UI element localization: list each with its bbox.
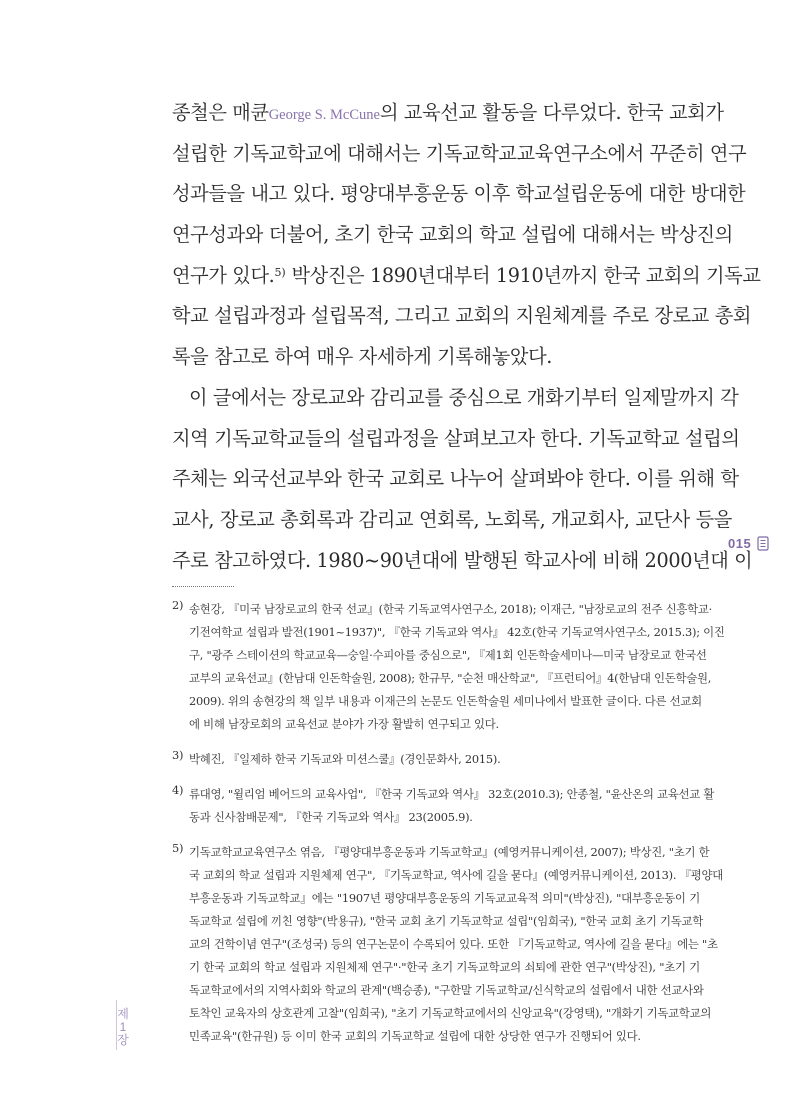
chapter-number: 1 bbox=[119, 1020, 127, 1034]
text-line: 설립한 기독교학교에 대해서는 기독교학교교육연구소에서 꾸준히 연구 bbox=[172, 141, 747, 165]
text-line: 학교 설립과정과 설립목적, 그리고 교회의 지원체계를 주로 장로교 총회 bbox=[172, 304, 752, 328]
footnote-number: 3) bbox=[172, 748, 184, 762]
text-segment: 연구가 있다. bbox=[172, 263, 275, 287]
footnote-reference[interactable]: 5) bbox=[274, 265, 286, 279]
chapter-label bbox=[113, 1008, 133, 1047]
footnote-line: 독교학교 설립에 끼친 영향"(박용규), "한국 교회 초기 기독교학교 설립"(임희국), "한국 교회 초기 기독교학 bbox=[189, 914, 704, 928]
footnote-line: 동과 신사참배문제", 『한국 기독교와 역사』 23(2005.9). bbox=[189, 810, 473, 824]
text-line bbox=[172, 96, 724, 137]
text-segment: 의 교육선교 활동을 다루었다. 한국 교회가 bbox=[379, 101, 724, 124]
footnote-divider bbox=[172, 586, 234, 587]
text-segment: 박상진은 1890년대부터 1910년까지 한국 교회의 기독교 bbox=[285, 263, 761, 287]
footnote-line: 2009). 위의 송현강의 책 일부 내용과 이재근의 논문도 인돈학술원 세미나에서 발표한 글이다. 다른 선교회 bbox=[189, 694, 702, 708]
text-line bbox=[172, 259, 761, 300]
footnote-line: 기 한국 교회의 학교 설립과 지원체제 연구"·"한국 초기 기독교학교의 쇠퇴에 관한 연구"(박상진), "초기 기 bbox=[189, 960, 700, 974]
footnote-line: 국 교회의 학교 설립과 지원체제 연구", 『기독교학교, 역사에 길을 묻다』(예영커뮤니케이션, 2013). 『평양대 bbox=[189, 868, 723, 882]
text-line: 록을 참고로 하여 매우 자세하게 기록해놓았다. bbox=[172, 345, 553, 369]
chapter-suffix: 장 bbox=[117, 1033, 129, 1047]
chapter-prefix: 제 bbox=[117, 1007, 129, 1021]
text-segment: 종철은 매큔 bbox=[172, 101, 269, 124]
footnote-line: 기독교학교교육연구소 엮음, 『평양대부흥운동과 기독교학교』(예영커뮤니케이션, 2007); 박상진, "초기 한 bbox=[189, 845, 710, 859]
text-line: 주로 참고하였다. 1980~90년대에 발행된 학교사에 비해 2000년대 이 bbox=[172, 548, 753, 572]
latin-name: George S. McCune bbox=[268, 107, 380, 123]
footnote-number: 5) bbox=[172, 841, 184, 855]
book-icon bbox=[757, 536, 769, 552]
footnotes bbox=[172, 598, 725, 1060]
text-line: 교사, 장로교 총회록과 감리교 연회록, 노회록, 개교회사, 교단사 등을 bbox=[172, 507, 732, 531]
footnote-number: 4) bbox=[172, 783, 184, 797]
footnote-line: 교부의 교육선교』(한남대 인돈학술원, 2008); 한규무, "순천 매산학교", 『프런티어』4(한남대 인돈학술원, bbox=[189, 671, 712, 685]
text-line: 지역 기독교학교들의 설립과정을 살펴보고자 한다. 기독교학교 설립의 bbox=[172, 426, 740, 450]
footnote-number: 2) bbox=[172, 598, 184, 612]
footnote-3 bbox=[172, 748, 700, 771]
footnote-line: 송현강, 『미국 남장로교의 한국 선교』(한국 기독교역사연구소, 2018); 이재근, "남장로교의 전주 신흥학교· bbox=[189, 602, 713, 616]
footnote-5 bbox=[172, 841, 723, 1048]
text-line: 주체는 외국선교부와 한국 교회로 나누어 살펴봐야 한다. 이를 위해 학 bbox=[172, 467, 739, 491]
footnote-line: 구, "광주 스테이션의 학교교육—숭일·수피아를 중심으로", 『제1회 인돈학술세미나—미국 남장로교 한국선 bbox=[189, 648, 707, 662]
text-line: 이 글에서는 장로교와 감리교를 중심으로 개화기부터 일제말까지 각 bbox=[189, 385, 739, 409]
footnote-line: 민족교육"(한규원) 등 이미 한국 교회의 기독교학교 설립에 대한 상당한 연구가 진행되어 있다. bbox=[189, 1029, 641, 1043]
text-line: 연구성과와 더불어, 초기 한국 교회의 학교 설립에 대해서는 박상진의 bbox=[172, 223, 733, 247]
footnote-line: 교의 건학이념 연구"(조성국) 등의 연구논문이 수록되어 있다. 또한 『기독교학교, 역사에 길을 묻다』에는 "초 bbox=[189, 937, 718, 951]
footnote-line: 부흥운동과 기독교학교』에는 "1907년 평양대부흥운동의 기독교교육적 의미"(박상진), "대부흥운동이 기 bbox=[189, 891, 700, 905]
footnote-line: 기전여학교 설립과 발전(1901~1937)", 『한국 기독교와 역사』 42호(한국 기독교역사연구소, 2015.3); 이진 bbox=[189, 625, 725, 639]
footnote-2 bbox=[172, 598, 725, 736]
footnote-line: 박혜진, 『일제하 한국 기독교와 미션스쿨』(경인문화사, 2015). bbox=[189, 752, 501, 766]
footnote-line: 독교학교에서의 지역사회와 학교의 관계"(백승종), "구한말 기독교학교/신식학교의 설립에서 내한 선교사와 bbox=[189, 983, 704, 997]
footnote-line: 토착인 교육자의 상호관계 고찰"(임희국), "초기 기독교학교에서의 신앙교육"(강영택), "개화기 기독교학교의 bbox=[189, 1006, 712, 1020]
footnote-line: 에 비해 남장로회의 교육선교 분야가 가장 활발히 연구되고 있다. bbox=[189, 717, 499, 731]
page-number: 015 bbox=[728, 536, 752, 551]
footnote-line: 류대영, "윌리엄 베어드의 교육사업", 『한국 기독교와 역사』 32호(2010.3); 안종철, "윤산온의 교육선교 활 bbox=[189, 787, 715, 801]
text-line: 성과들을 내고 있다. 평양대부흥운동 이후 학교설립운동에 대한 방대한 bbox=[172, 182, 746, 206]
footnote-4 bbox=[172, 783, 715, 829]
paragraph-1 bbox=[172, 96, 761, 381]
